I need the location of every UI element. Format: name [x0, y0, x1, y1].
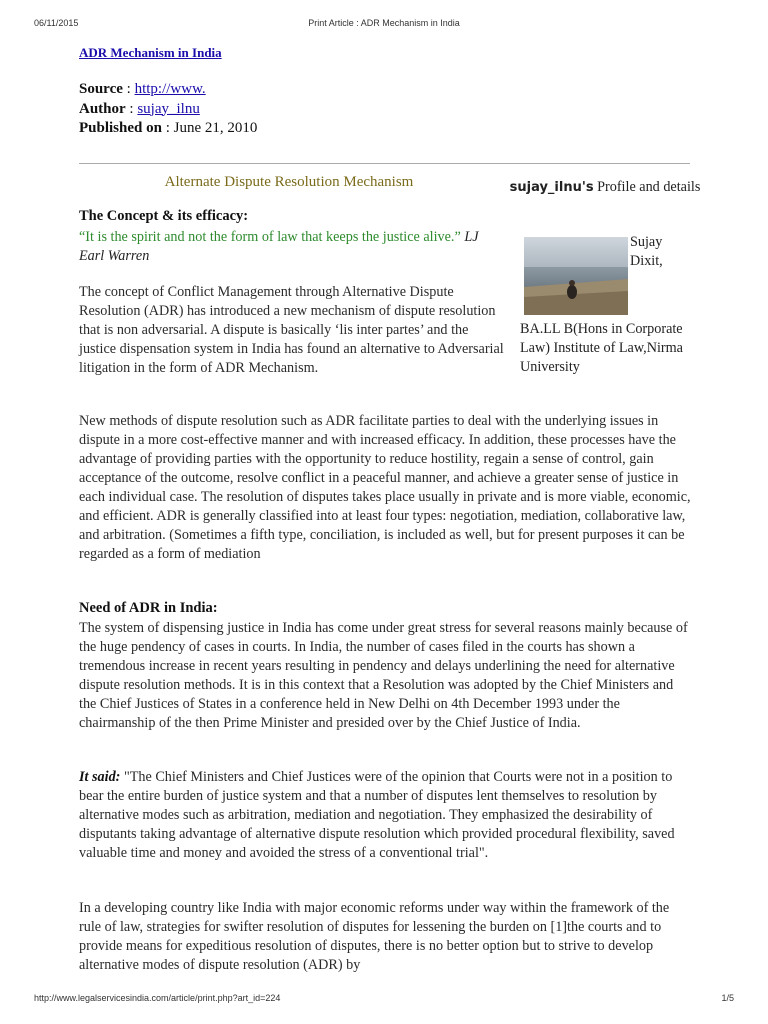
concept-paragraph-2: New methods of dispute resolution such as ADR facilitate parties to deal with the underlying issues in dispute in a more cost-effective manner and with increased efficacy. In addition, these processes have the advantage of providing parties with the opportunity to reduce hostility, regain a sense of control, gain acceptance of the outcome, resolve conflict in a peaceful manner, and achieve a greater sense of justice in each individual case. The resolution of disputes takes place usually in private and is more viable, economic, and efficient. ADR is generally classified into at least four types: negotiation, mediation, collaborative law, and arbitration. (Sometimes a fifth type, conciliation, is included as well, but for present purposes it can be regarded as a form of mediation	[79, 413, 691, 562]
concept-heading: The Concept & its efficacy:	[79, 208, 249, 224]
author-photo	[524, 237, 628, 315]
published-date: June 21, 2010	[173, 120, 258, 136]
article-meta	[79, 80, 257, 139]
quote-text: “It is the spirit and not the form of law that keeps the justice alive.”	[79, 229, 461, 245]
it-said-paragraph	[79, 768, 691, 863]
profile-heading-rest: Profile and details	[593, 179, 701, 195]
published-label: Published on	[79, 120, 162, 136]
need-heading: Need of ADR in India:	[79, 600, 218, 616]
print-footer	[34, 993, 734, 1007]
author-label: Author	[79, 100, 126, 117]
concept-paragraph-1: The concept of Conflict Management through Alternative Dispute Resolution (ADR) has introduced a new mechanism of dispute resolution that is non adversarial. A dispute is basically ‘lis inter partes’ and the justice dispensation system in India has found an alternative to Adversarial litigation in the form of ADR Mechanism.	[79, 284, 504, 376]
it-said-label: It said:	[79, 769, 121, 785]
print-header	[34, 18, 734, 32]
divider	[79, 163, 690, 164]
author-line: Author : sujay_ilnu	[79, 100, 200, 117]
source-line: Source : http://www.	[79, 81, 206, 97]
published-line: Published on : June 21, 2010	[79, 120, 258, 136]
need-paragraph-3: In a developing country like India with major economic reforms under way within the framework of the rule of law, strategies for swifter resolution of disputes for lessening the burden on [1]the courts and to provide means for expeditious resolution of disputes, there is no better option but to strive to develop alternative modes of dispute resolution (ADR) by	[79, 900, 670, 973]
article-heading: Alternate Dispute Resolution Mechanism	[164, 174, 414, 190]
article-title-link[interactable]: ADR Mechanism in India	[79, 45, 222, 60]
quote-block	[79, 228, 479, 266]
source-label: Source	[79, 81, 123, 97]
author-photo-image	[524, 237, 628, 315]
print-page-title: Print Article : ADR Mechanism in India	[308, 18, 460, 28]
author-description: BA.LL B(Hons in Corporate Law) Institute of Law,Nirma University	[520, 321, 683, 375]
it-said-text: "The Chief Ministers and Chief Justices were of the opinion that Courts were not in a position to bear the entire burden of justice system and that a number of disputes lent themselves to resolution by alternative modes such as arbitration, mediation and negotiation. They emphasized the desirability of disputants taking advantage of alternative dispute resolution which provided procedural flexibility, saved valuable time and money and avoided the stress of a conventional trial".	[79, 769, 675, 861]
print-date: 06/11/2015	[34, 18, 79, 28]
print-url: http://www.legalservicesindia.com/article/print.php?art_id=224	[34, 993, 281, 1003]
author-name: Sujay Dixit,	[630, 234, 663, 269]
need-paragraph-1: The system of dispensing justice in India has come under great stress for several reasons mainly because of the huge pendency of cases in courts. In India, the number of cases filed in the courts has shown a tremendous increase in recent years resulting in pendency and delays underlining the need for alternative dispute resolution methods. It is in this context that a Resolution was adopted by the Chief Ministers and the Chief Justices of States in a conference held in New Delhi on 4th December 1993 under the chairmanship of the then Prime Minister and presided over by the Chief Justice of India.	[79, 620, 688, 731]
quote-attribution: LJ Earl Warren	[79, 229, 479, 264]
profile-heading	[506, 178, 704, 197]
source-link[interactable]: http://www.	[134, 81, 206, 97]
print-page-number: 1/5	[721, 993, 734, 1003]
profile-name: sujay_ilnu's	[509, 180, 594, 195]
author-link[interactable]: sujay_ilnu	[137, 100, 200, 117]
